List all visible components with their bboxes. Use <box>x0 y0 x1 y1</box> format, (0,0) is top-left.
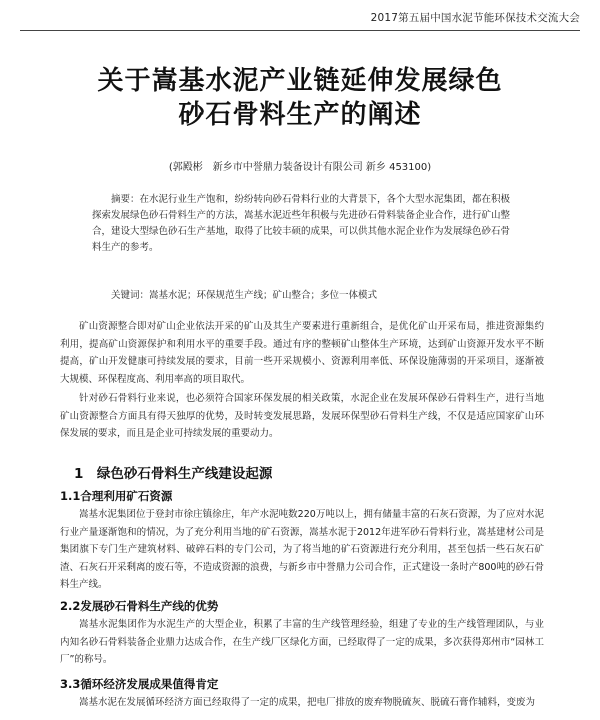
intro-section <box>60 318 544 443</box>
abstract: 摘要：在水泥行业生产饱和，纷纷转向砂石骨料行业的大背景下，各个大型水泥集团，都在积极探索发展绿色砂石骨料生产的方法，嵩基水泥近些年积极与先进砂石骨料装备企业合作，进行矿山整合，建设大型绿色砂石生产基地，取得了比较丰硕的成果，可以供其他水泥企业作为发展绿色砂石骨料生产的参考。 <box>92 194 511 253</box>
conference-header: 2017第五届中国水泥节能环保技术交流大会 <box>370 12 580 24</box>
paper-title <box>0 64 600 132</box>
subsection-1-1-body <box>60 506 544 594</box>
title-line-1: 关于嵩基水泥产业链延伸发展绿色 <box>97 66 503 96</box>
author-byline: (郭殿彬 新乡市中誉鼎力装备设计有限公司 新乡 453100) <box>168 162 432 173</box>
subsection-2-2-paragraph: 嵩基水泥集团作为水泥生产的大型企业，积累了丰富的生产线管理经验，组建了专业的生产线管理团队，与业内知名砂石骨料装备企业鼎力达成合作，在生产线厂区绿化方面，已经取得了一定的成果，多次获得郑州市“园林工厂”的称号。 <box>60 619 544 665</box>
subsection-2-2-heading: 2.2发展砂石骨料生产线的优势 <box>60 599 219 613</box>
intro-paragraph-1: 矿山资源整合即对矿山企业依法开采的矿山及其生产要素进行重新组合，是优化矿山开采布局，推进资源集约利用，提高矿山资源保护和利用水平的重要手段。通过有序的整顿矿山整体生产环境，达到矿山资源开发水平不断提高，矿山开发健康可持续发展的要求，目前一些开采规模小、资源利用率低、环保设施薄弱的开采项目，逐渐被大规模、环保程度高、利用率高的项目取代。 <box>60 321 544 385</box>
subsection-3-3-body <box>60 694 544 712</box>
intro-paragraph-2: 针对砂石骨料行业来说，也必须符合国家环保发展的相关政策，水泥企业在发展环保砂石骨料生产，进行当地矿山资源整合方面具有得天独厚的优势，及时转变发展思路，发展环保型砂石骨料生产线，不仅是适应国家矿山环保发展的要求，而且是企业可持续发展的重要动力。 <box>60 393 544 439</box>
subsection-3-3-paragraph: 嵩基水泥在发展循环经济方面已经取得了一定的成果，把电厂排放的废弃物脱硫灰、脱硫石膏作辅料，变废为 <box>79 697 536 708</box>
subsection-1-1-paragraph: 嵩基水泥集团位于登封市徐庄镇徐庄，年产水泥吨数220万吨以上，拥有储量丰富的石灰石资源，为了应对水泥行业产量逐渐饱和的情况，为了充分利用当地的矿石资源，嵩基水泥于2012年进军砂石骨料行业，嵩基建材公司是集团旗下专门生产建筑材料、破碎石料的专门公司，为了将当地的矿石资源进行充分利用，甚至包括一些石灰石矿渣、石灰石开采剩离的废石等，不造成资源的浪费，与新乡市中誉鼎力公司合作，正式建设一条时产800吨的砂石骨料生产线。 <box>60 509 544 590</box>
section-1-heading: 1 绿色砂石骨料生产线建设起源 <box>74 466 273 482</box>
subsection-2-2-body <box>60 616 544 669</box>
keywords: 关键词：嵩基水泥；环保规范生产线；矿山整合；多位一体模式 <box>111 290 378 301</box>
subsection-1-1-heading: 1.1合理利用矿石资源 <box>60 489 173 503</box>
title-line-2: 砂石骨料生产的阐述 <box>178 100 422 130</box>
subsection-3-3-heading: 3.3循环经济发展成果值得肯定 <box>60 677 219 691</box>
header-divider <box>20 30 580 31</box>
